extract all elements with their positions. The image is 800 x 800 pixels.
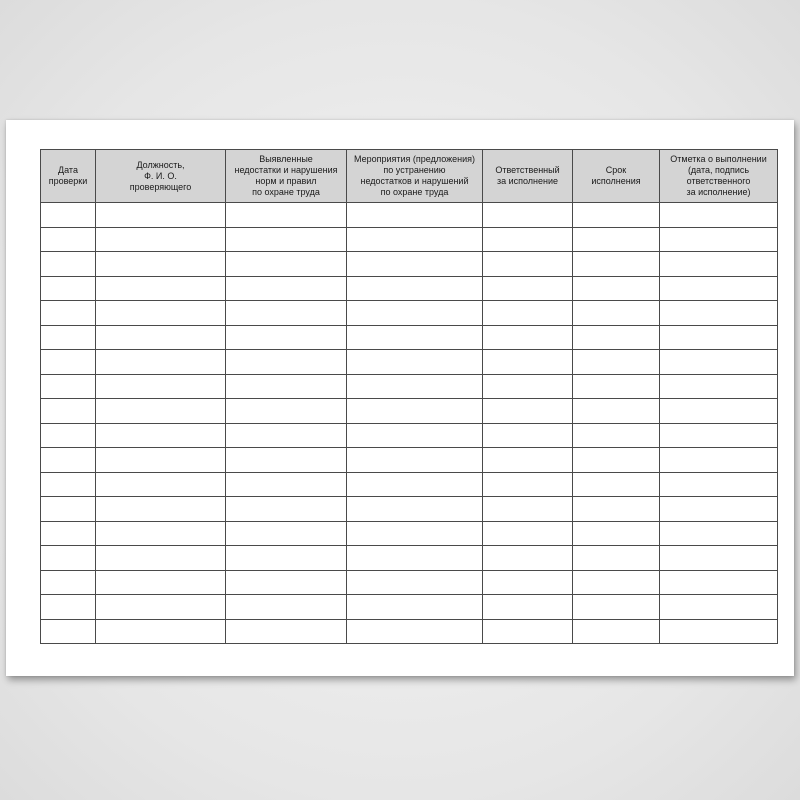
table-row [41, 374, 778, 399]
table-cell [347, 301, 483, 326]
table-cell [483, 472, 573, 497]
table-cell [96, 448, 226, 473]
column-header-corrective-measures: Мероприятия (предложения) по устранению недостатков и нарушений по охране труда [347, 150, 483, 203]
table-cell [226, 276, 347, 301]
table-cell [226, 448, 347, 473]
table-cell [573, 570, 660, 595]
table-cell [483, 301, 573, 326]
table-cell [573, 448, 660, 473]
table-cell [347, 227, 483, 252]
table-cell [347, 276, 483, 301]
table-cell [483, 350, 573, 375]
table-cell [573, 203, 660, 228]
table-cell [347, 203, 483, 228]
table-cell [660, 448, 778, 473]
table-cell [96, 325, 226, 350]
table-cell [573, 619, 660, 644]
table-row [41, 301, 778, 326]
table-cell [96, 301, 226, 326]
table-cell [347, 374, 483, 399]
table-cell [660, 497, 778, 522]
table-cell [660, 570, 778, 595]
table-cell [96, 497, 226, 522]
journal-body [41, 203, 778, 644]
table-cell [573, 399, 660, 424]
table-cell [226, 252, 347, 277]
table-cell [41, 301, 96, 326]
table-cell [573, 546, 660, 571]
table-cell [347, 546, 483, 571]
table-cell [96, 423, 226, 448]
table-cell [41, 203, 96, 228]
table-row [41, 448, 778, 473]
table-cell [573, 325, 660, 350]
inspection-journal-table [40, 149, 778, 644]
table-cell [41, 276, 96, 301]
column-header-deadline: Срок исполнения [573, 150, 660, 203]
table-row [41, 570, 778, 595]
table-cell [660, 276, 778, 301]
table-cell [660, 399, 778, 424]
table-cell [347, 595, 483, 620]
table-cell [347, 472, 483, 497]
table-cell [660, 252, 778, 277]
table-cell [41, 570, 96, 595]
table-cell [226, 399, 347, 424]
table-cell [347, 619, 483, 644]
table-cell [226, 619, 347, 644]
table-cell [483, 203, 573, 228]
table-cell [226, 595, 347, 620]
table-cell [347, 448, 483, 473]
table-cell [660, 546, 778, 571]
table-cell [483, 227, 573, 252]
table-cell [483, 570, 573, 595]
table-cell [660, 325, 778, 350]
table-cell [41, 595, 96, 620]
table-cell [483, 521, 573, 546]
table-row [41, 619, 778, 644]
table-cell [41, 521, 96, 546]
table-cell [226, 521, 347, 546]
table-cell [226, 472, 347, 497]
column-header-violations-found: Выявленные недостатки и нарушения норм и правил по охране труда [226, 150, 347, 203]
table-cell [96, 619, 226, 644]
table-cell [660, 301, 778, 326]
table-cell [96, 399, 226, 424]
table-row [41, 203, 778, 228]
table-cell [41, 423, 96, 448]
table-cell [41, 374, 96, 399]
table-cell [226, 301, 347, 326]
table-cell [226, 203, 347, 228]
table-row [41, 497, 778, 522]
table-cell [41, 227, 96, 252]
table-cell [347, 325, 483, 350]
table-cell [573, 423, 660, 448]
table-cell [96, 546, 226, 571]
table-cell [660, 374, 778, 399]
table-row [41, 227, 778, 252]
table-cell [573, 252, 660, 277]
journal-sheet [6, 120, 794, 676]
table-cell [41, 399, 96, 424]
table-cell [660, 619, 778, 644]
table-cell [347, 570, 483, 595]
table-cell [96, 595, 226, 620]
table-cell [573, 276, 660, 301]
table-cell [483, 497, 573, 522]
table-cell [226, 570, 347, 595]
table-cell [96, 374, 226, 399]
table-cell [41, 325, 96, 350]
table-cell [483, 619, 573, 644]
table-row [41, 276, 778, 301]
table-cell [660, 203, 778, 228]
table-cell [96, 570, 226, 595]
table-cell [573, 350, 660, 375]
table-cell [96, 521, 226, 546]
table-cell [347, 497, 483, 522]
table-cell [483, 448, 573, 473]
table-cell [347, 252, 483, 277]
table-row [41, 350, 778, 375]
table-cell [96, 227, 226, 252]
table-cell [41, 472, 96, 497]
table-row [41, 252, 778, 277]
table-cell [347, 423, 483, 448]
table-cell [226, 325, 347, 350]
table-cell [573, 472, 660, 497]
table-cell [660, 472, 778, 497]
table-cell [573, 521, 660, 546]
table-row [41, 595, 778, 620]
table-cell [41, 546, 96, 571]
table-cell [96, 350, 226, 375]
table-cell [573, 497, 660, 522]
table-cell [660, 423, 778, 448]
table-cell [41, 350, 96, 375]
table-cell [41, 619, 96, 644]
table-row [41, 546, 778, 571]
table-row [41, 325, 778, 350]
table-cell [347, 350, 483, 375]
table-cell [660, 521, 778, 546]
table-cell [660, 227, 778, 252]
column-header-completion-mark: Отметка о выполнении (дата, подпись ответственного за исполнение) [660, 150, 778, 203]
table-cell [483, 325, 573, 350]
table-cell [483, 374, 573, 399]
table-cell [573, 374, 660, 399]
column-header-responsible: Ответственный за исполнение [483, 150, 573, 203]
table-cell [96, 203, 226, 228]
table-cell [347, 521, 483, 546]
table-cell [226, 546, 347, 571]
table-cell [347, 399, 483, 424]
table-cell [573, 595, 660, 620]
table-cell [660, 595, 778, 620]
table-cell [41, 448, 96, 473]
table-cell [96, 276, 226, 301]
table-row [41, 399, 778, 424]
table-cell [226, 423, 347, 448]
table-cell [483, 276, 573, 301]
table-cell [226, 374, 347, 399]
table-cell [41, 497, 96, 522]
header-row [41, 150, 778, 203]
table-cell [483, 399, 573, 424]
table-row [41, 521, 778, 546]
table-cell [483, 595, 573, 620]
table-cell [41, 252, 96, 277]
table-cell [660, 350, 778, 375]
column-header-inspection-date: Дата проверки [41, 150, 96, 203]
table-row [41, 472, 778, 497]
table-cell [96, 252, 226, 277]
column-header-inspector: Должность, Ф. И. О. проверяющего [96, 150, 226, 203]
table-cell [226, 497, 347, 522]
table-cell [226, 227, 347, 252]
table-cell [483, 546, 573, 571]
table-cell [483, 423, 573, 448]
table-row [41, 423, 778, 448]
table-cell [226, 350, 347, 375]
table-cell [573, 227, 660, 252]
table-cell [483, 252, 573, 277]
table-cell [573, 301, 660, 326]
table-cell [96, 472, 226, 497]
